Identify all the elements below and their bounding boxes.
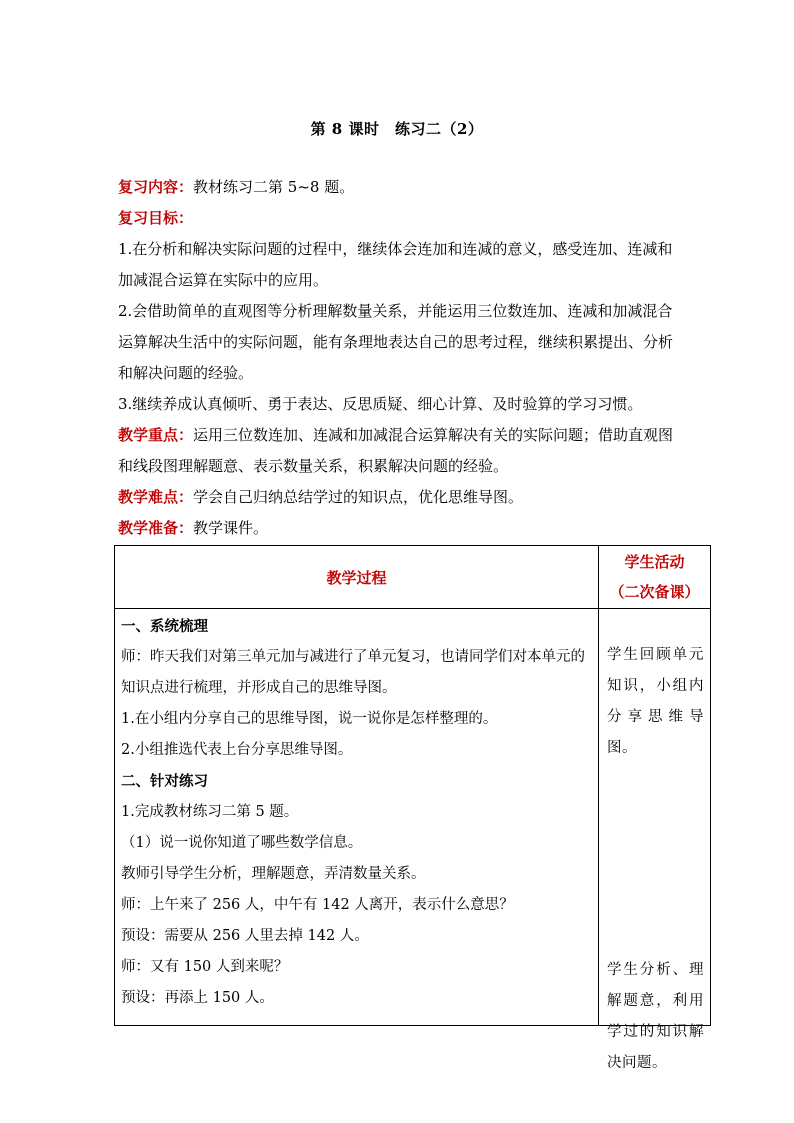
key-points [118,420,678,482]
header-side-line1: 学生活动 [624,553,685,571]
difficulties [118,482,678,513]
student-activity-cell [599,609,711,1071]
lesson-title: 第 8 课时 练习二（2） [310,120,484,138]
section2-line6: 师：又有 150 人到来呢？ [121,959,289,975]
activity-note-1: 学生回顾单元知识，小组内分享思维导图。 [607,647,704,756]
section2-line2: （1）说一说你知道了哪些数学信息。 [121,835,363,851]
section2-line1: 1.完成教材练习二第 5 题。 [121,804,299,820]
header-process: 教学过程 [115,546,599,609]
table-body-row [115,609,711,1026]
section1-title: 一、系统梳理 [121,618,208,635]
table-header-row [115,546,711,609]
process-cell [115,609,599,1026]
section1-line3: 2.小组推选代表上台分享思维导图。 [121,742,353,758]
section2-title: 二、针对练习 [121,773,208,790]
header-student-activity [599,546,711,609]
section1-line1: 师：昨天我们对第三单元加与减进行了单元复习，也请同学们对本单元的知识点进行梳理，并形成自己的思维导图。 [121,649,585,696]
review-content [118,172,678,203]
preparation-label: 教学准备： [118,519,194,537]
header-side-line2: （二次备课） [609,583,700,601]
review-content-text: 教材练习二第 5~8 题。 [193,178,355,196]
activity-note-2: 学生分析、理解题意，利用学过的知识解决问题。 [607,962,704,1071]
review-content-label: 复习内容： [118,178,194,196]
key-points-text: 运用三位数连加、连减和加减混合运算解决有关的实际问题；借助直观图和线段图理解题意、表示数量关系，积累解决问题的经验。 [118,426,674,475]
key-points-label: 教学重点： [118,426,194,444]
section2-line3: 教师引导学生分析，理解题意，弄清数量关系。 [121,866,426,882]
preparation [118,513,678,544]
section1-line2: 1.在小组内分享自己的思维导图，说一说你是怎样整理的。 [121,711,498,727]
review-goal-3: 3.继续养成认真倾听、勇于表达、反思质疑、细心计算、及时验算的学习习惯。 [118,395,643,413]
lesson-table [114,545,711,1071]
review-goals-label: 复习目标： [118,209,194,227]
review-goal-1: 1.在分析和解决实际问题的过程中，继续体会连加和连减的意义，感受连加、连减和加减混合运算在实际中的应用。 [118,240,673,289]
section2-line4: 师：上午来了 256 人，中午有 142 人离开，表示什么意思？ [121,897,514,913]
section2-line5: 预设：需要从 256 人里去掉 142 人。 [121,928,369,944]
difficulties-label: 教学难点： [118,488,194,506]
section2-line7: 预设：再添上 150 人。 [121,990,274,1006]
difficulties-text: 学会自己归纳总结学过的知识点，优化思维导图。 [193,488,524,506]
preparation-text: 教学课件。 [193,519,269,537]
review-goal-2: 2.会借助简单的直观图等分析理解数量关系，并能运用三位数连加、连减和加减混合运算解决生活中的实际问题，能有条理地表达自己的思考过程，继续积累提出、分析和解决问题的经验。 [118,302,674,382]
